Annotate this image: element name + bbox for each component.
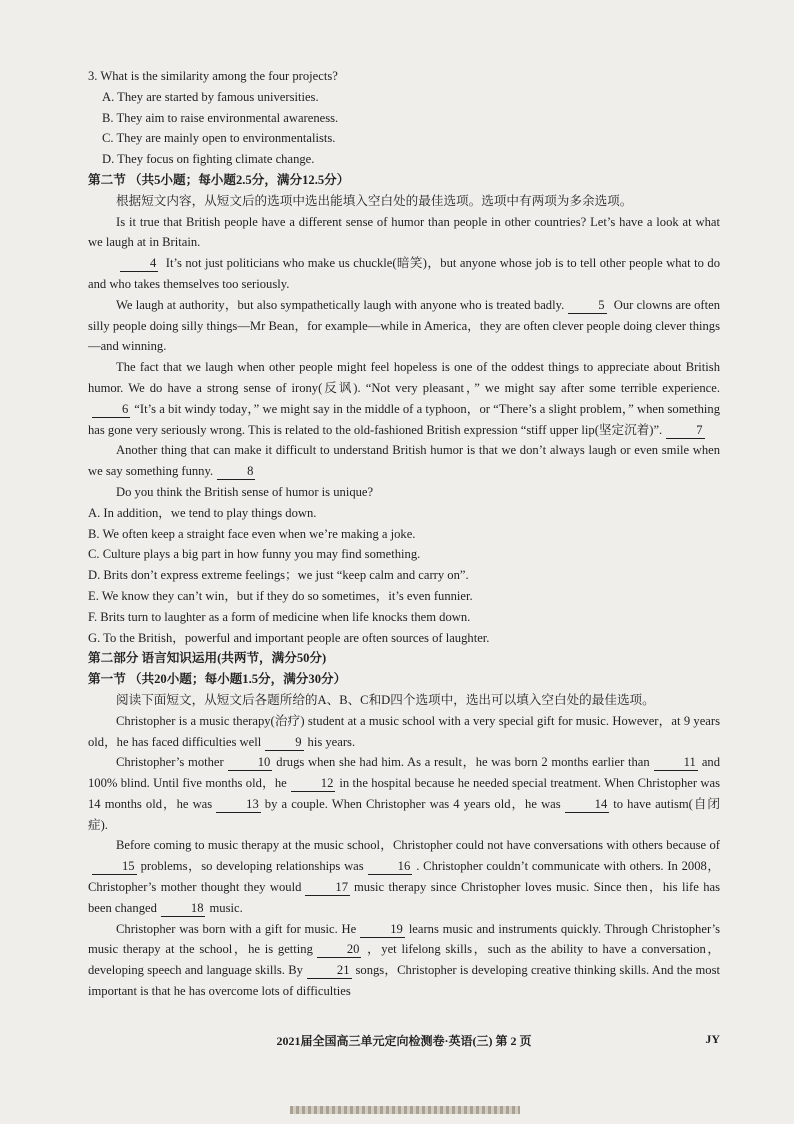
- passage-humor: [88, 212, 720, 503]
- blank-19: 19: [360, 921, 405, 938]
- page-footer: [88, 1032, 720, 1049]
- blank-11: 11: [654, 754, 698, 771]
- blank-5: 5: [568, 297, 606, 314]
- answer-choices: [88, 503, 720, 649]
- blank-21: 21: [307, 962, 352, 979]
- exam-page: [88, 66, 720, 1002]
- choice-c: C. Culture plays a big part in how funny you may find something.: [88, 547, 421, 562]
- blank-18: 18: [161, 900, 206, 917]
- blank-12: 12: [291, 775, 336, 792]
- blank-6: 6: [92, 401, 130, 418]
- passage-humor-p5: Another thing that can make it difficult to understand British humor is that we don’t always laugh or even smile when we say something funny. 8: [88, 443, 720, 479]
- passage-christopher-p2: Christopher’s mother 10 drugs when she had him. As a result，he was born 2 months earlier than 11 and 100% blind. Until five months old，he 12 in the hospital because he needed special treatment. When Christopher was 14 months old，he was 13 by a couple. When Christopher was 4 years old，he was 14 to have autism(自闭症).: [88, 755, 720, 832]
- passage-humor-p6: Do you think the British sense of humor is unique?: [116, 484, 374, 499]
- question-3-option-c: C. They are mainly open to environmentalists.: [102, 131, 336, 146]
- blank-16: 16: [368, 858, 413, 875]
- passage-christopher-p4: Christopher was born with a gift for music. He 19 learns music and instruments quickly. Through Christopher’s music therapy at the school，he is getting 20 ，yet lifelong skills，such as the ability to have a conversation，developing speech and language skills. By 21 songs，Christopher is developing creative thinking skills. And the most important is that he has overcome lots of difficulties: [88, 921, 721, 999]
- question-3-option-d: D. They focus on fighting climate change.: [102, 152, 315, 167]
- choice-g: G. To the British，powerful and important people are often sources of laughter.: [88, 630, 490, 645]
- blank-13: 13: [216, 796, 261, 813]
- blank-15: 15: [92, 858, 137, 875]
- passage-christopher-p3: Before coming to music therapy at the music school，Christopher could not have conversations with others because of15 problems，so developing relationships was 16 . Christopher couldn’t communicate with others. In 2008，Christopher’s mother thought they would 17 music therapy since Christopher loves music. Since then，his life has been changed 18 music.: [88, 838, 721, 915]
- blank-17: 17: [305, 879, 350, 896]
- passage-humor-p2: 4 It’s not just politicians who make us chuckle(暗笑)，but anyone whose job is to tell other people what to do and who takes themselves too seriously.: [88, 256, 720, 291]
- part-2-section-1-heading: 第一节 （共20小题；每小题1.5分，满分30分）: [88, 672, 347, 687]
- question-3-stem: 3. What is the similarity among the four projects?: [88, 69, 338, 83]
- blank-20: 20: [317, 941, 362, 958]
- part-2-instruction: 阅读下面短文，从短文后各题所给的A、B、C和D四个选项中，选出可以填入空白处的最佳选项。: [116, 692, 655, 707]
- passage-christopher: [88, 711, 720, 1002]
- blank-7: 7: [666, 422, 704, 439]
- choice-e: E. We know they can’t win，but if they do so sometimes，it’s even funnier.: [88, 588, 473, 603]
- section-2-heading: 第二节 （共5小题；每小题2.5分，满分12.5分）: [88, 172, 350, 187]
- binding-strip: [290, 1106, 520, 1114]
- section-2-instruction: 根据短文内容，从短文后的选项中选出能填入空白处的最佳选项。选项中有两项为多余选项。: [116, 193, 633, 208]
- blank-8: 8: [217, 463, 255, 480]
- choice-f: F. Brits turn to laughter as a form of medicine when life knocks them down.: [88, 609, 471, 624]
- blank-10: 10: [228, 754, 273, 771]
- passage-humor-p1: Is it true that British people have a different sense of humor than people in other countries? Let’s have a look at what we laugh at in Britain.: [88, 214, 720, 250]
- passage-christopher-p1: Christopher is a music therapy(治疗) student at a music school with a very special gift for music. However，at 9 years old，he has faced difficulties well 9 his years.: [88, 713, 720, 749]
- blank-14: 14: [565, 796, 610, 813]
- passage-humor-p4: The fact that we laugh when other people might feel hopeless is one of the oddest things to appreciate about British humor. We do have a strong sense of irony(反讽). “Not very pleasant，” we might say after some terrible experience.6 “It’s a bit windy today，” we might say in the middle of a typhoon，or “There’s a slight problem，” when something has gone very seriously wrong. This is related to the old-fashioned British expression “stiff upper lip(坚定沉着)”. 7: [88, 360, 720, 437]
- choice-d: D. Brits don’t express extreme feelings；we just “keep calm and carry on”.: [88, 568, 469, 583]
- footer-code: JY: [705, 1032, 720, 1046]
- choice-b: B. We often keep a straight face even when we’re making a joke.: [88, 526, 416, 541]
- blank-9: 9: [265, 734, 303, 751]
- passage-humor-p3: We laugh at authority，but also sympathetically laugh with anyone who is treated badly. 5 Our clowns are often silly people doing silly things—Mr Bean，for example—while in America，they are often clever people doing clever things—and winning.: [88, 297, 721, 354]
- part-2-heading: 第二部分 语言知识运用(共两节，满分50分): [88, 651, 327, 666]
- choice-a: A. In addition，we tend to play things down.: [88, 505, 317, 520]
- footer-title: 2021届全国高三单元定向检测卷·英语(三) 第 2 页: [276, 1034, 532, 1048]
- question-3-option-b: B. They aim to raise environmental awareness.: [102, 110, 339, 125]
- blank-4: 4: [120, 255, 158, 272]
- question-3-option-a: A. They are started by famous universities.: [102, 89, 319, 104]
- question-3: [88, 66, 720, 170]
